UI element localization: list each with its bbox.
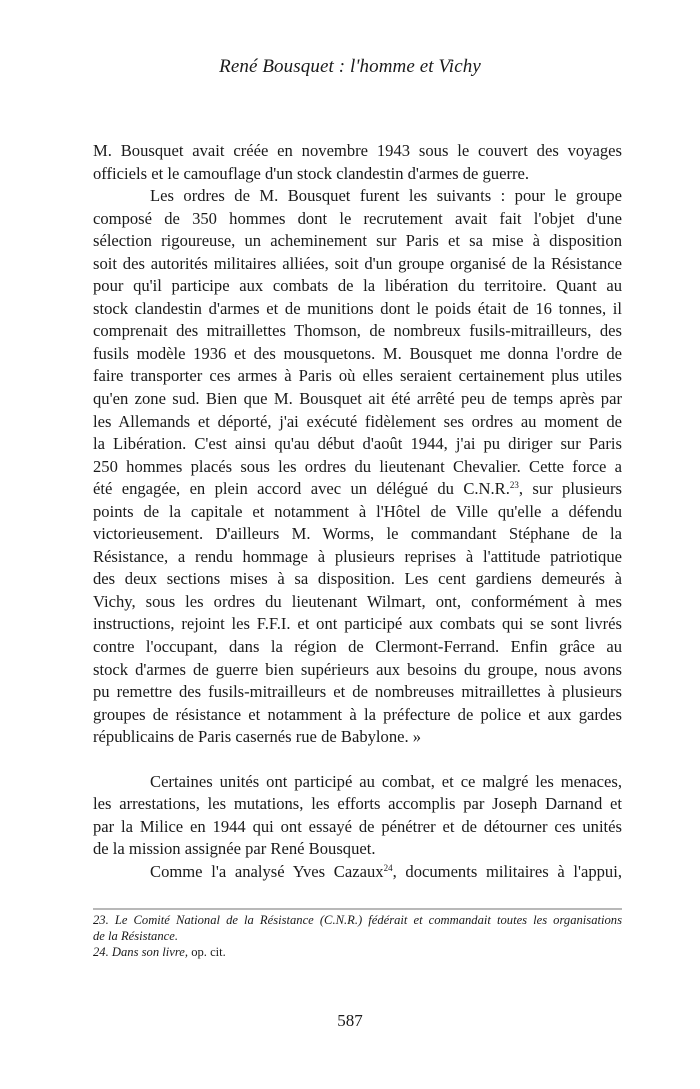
text-line: M. Bousquet avait créée en novembre 1943 sous le couvert des voyages [93, 141, 622, 160]
text-line: groupes de résistance et notamment à la préfecture de police et aux gardes [93, 704, 622, 724]
text-line: par la Milice en 1944 qui ont essayé de pénétrer et de détourner ces unités [93, 816, 622, 836]
footnote-number: 24. [93, 945, 109, 959]
text-line: 250 hommes placés sous les ordres du lieutenant Chevalier. Cette force a [93, 456, 622, 476]
text-line: de la mission assignée par René Bousquet. [93, 839, 376, 859]
footnote-23 [93, 912, 622, 928]
text-segment: été engagée, en plein accord avec un délégué du C.N.R. [93, 479, 510, 499]
footnote-text: Le Comité National de la Résistance (C.N.R.) fédérait et commandait toutes les organisations [114, 913, 622, 927]
text-line: points de la capitale et notamment à l'Hôtel de Ville qu'elle a défendu [93, 501, 622, 521]
text-line: des deux sections mises à sa disposition. Les cent gardiens demeurés à [93, 569, 622, 589]
footnote-ref-24[interactable]: 24 [383, 862, 393, 873]
text-line: comprenait des mitraillettes Thomson, de nombreux fusils-mitrailleurs, des [93, 321, 622, 341]
footnote-23-continued: de la Résistance. [93, 929, 178, 943]
text-line-with-footnote [93, 861, 622, 884]
text-line: Résistance, a rendu hommage à plusieurs reprises à l'attitude patriotique [93, 546, 622, 566]
paragraph-gap [93, 749, 622, 771]
text-line: faire transporter ces armes à Paris où elles seraient certainement plus utiles [93, 366, 622, 386]
footnote-text: Dans son livre, [111, 945, 189, 959]
text-line: soit des autorités militaires alliées, soit d'un groupe organisé de la Résistance [93, 253, 622, 273]
text-line: composé de 350 hommes dont le recrutement avait fait l'objet d'une [93, 208, 622, 228]
text-line: les arrestations, les mutations, les efforts accomplis par Joseph Darnand et [93, 794, 622, 814]
page-number: 587 [337, 1011, 363, 1030]
text-line: Les ordres de M. Bousquet furent les suivants : pour le groupe [150, 186, 622, 206]
text-line: stock clandestin d'armes et de munitions dont le poids était de 16 tonnes, il [93, 298, 622, 318]
footnote-separator [93, 908, 622, 910]
text-line: instructions, rejoint les F.F.I. et ont participé aux combats qui se sont livrés [93, 614, 622, 634]
text-line: sélection rigoureuse, un acheminement sur Paris et sa mise à disposition [93, 231, 622, 251]
text-line: Vichy, sous les ordres du lieutenant Wilmart, ont, conformément à mes [93, 591, 622, 611]
footnote-24 [93, 944, 622, 960]
text-line: qu'en zone sud. Bien que M. Bousquet ait été arrêté peu de temps après par [93, 389, 622, 409]
text-segment: , documents militaires à l'appui, [392, 861, 622, 881]
text-line: la Libération. C'est ainsi qu'au début d'août 1944, j'ai pu diriger sur Paris [93, 434, 622, 454]
text-segment: Comme l'a analysé Yves Cazaux [150, 861, 384, 881]
text-line: les Allemands et déporté, j'ai exécuté fidèlement ses ordres au moment de [93, 411, 622, 431]
text-line: Certaines unités ont participé au combat, et ce malgré les menaces, [150, 771, 622, 791]
text-line: républicains de Paris casernés rue de Babylone. » [93, 727, 422, 747]
text-line: pour qu'il participe aux combats de la libération du territoire. Quant au [93, 276, 622, 296]
running-head: René Bousquet : l'homme et Vichy [219, 56, 481, 77]
text-line: fusils modèle 1936 et des mousquetons. M. Bousquet me donna l'ordre de [93, 343, 622, 363]
text-line: victorieusement. D'ailleurs M. Worms, le commandant Stéphane de la [93, 524, 622, 544]
text-line: contre l'occupant, dans la région de Clermont-Ferrand. Enfin grâce au [93, 637, 622, 657]
text-line-with-footnote [93, 478, 622, 501]
footnote-ref-23[interactable]: 23 [509, 480, 519, 491]
text-line: officiels et le camouflage d'un stock clandestin d'armes de guerre. [93, 163, 530, 183]
footnote-citation: op. cit. [191, 945, 226, 959]
body-text [93, 140, 622, 884]
text-line: stock d'armes de guerre bien supérieurs aux besoins du groupe, nous avons [93, 659, 622, 679]
text-line: pu remettre des fusils-mitrailleurs et de nombreuses mitraillettes à plusieurs [93, 682, 622, 702]
footnotes [93, 912, 622, 960]
footnote-number: 23. [93, 913, 109, 927]
text-segment: , sur plusieurs [518, 479, 622, 499]
